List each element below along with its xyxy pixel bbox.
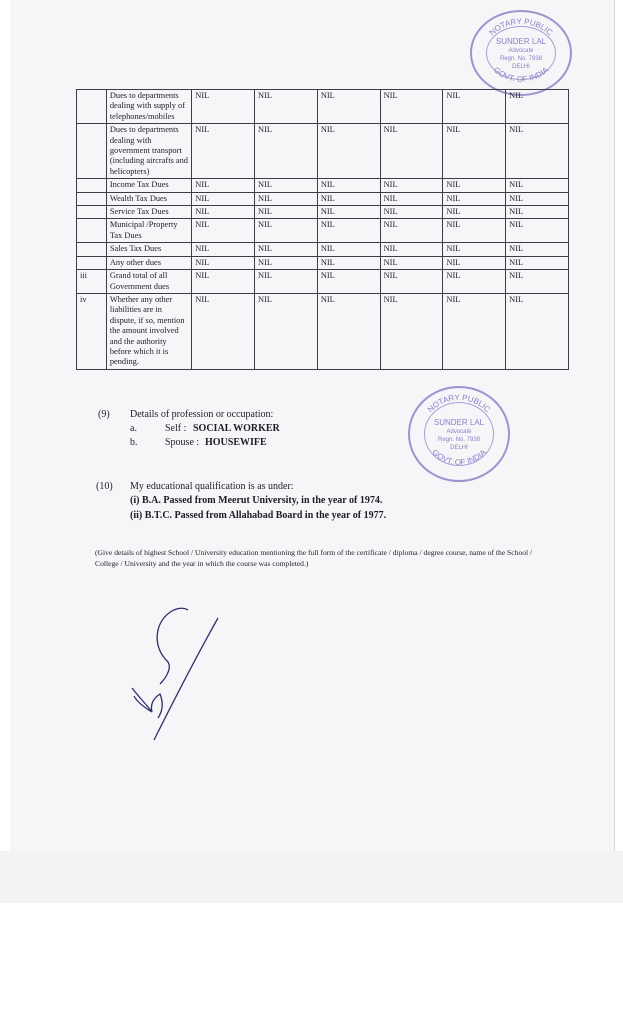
value-cell: NIL bbox=[317, 270, 380, 294]
section-10-line-2: (ii) B.T.C. Passed from Allahabad Board in the year of 1977. bbox=[130, 510, 387, 521]
value-cell: NIL bbox=[192, 206, 255, 219]
notary-stamp-middle bbox=[408, 386, 510, 482]
stamp-name: SUNDER LAL bbox=[433, 418, 485, 427]
row-label-cell: Grand total of all Government dues bbox=[106, 270, 191, 294]
value-cell: NIL bbox=[317, 219, 380, 243]
value-cell: NIL bbox=[192, 219, 255, 243]
table-row bbox=[77, 243, 569, 256]
value-cell: NIL bbox=[443, 179, 506, 192]
value-cell: NIL bbox=[506, 124, 569, 179]
value-cell: NIL bbox=[192, 256, 255, 269]
stamp-city: DELHI bbox=[450, 445, 468, 451]
value-cell: NIL bbox=[317, 256, 380, 269]
row-number-cell bbox=[77, 206, 107, 219]
value-cell: NIL bbox=[317, 293, 380, 369]
row-number-cell bbox=[77, 192, 107, 205]
value-cell: NIL bbox=[506, 206, 569, 219]
notary-stamp-top bbox=[470, 10, 572, 96]
dues-table-body bbox=[77, 90, 569, 370]
value-cell: NIL bbox=[506, 90, 569, 124]
table-row bbox=[77, 270, 569, 294]
row-label-cell: Wealth Tax Dues bbox=[106, 192, 191, 205]
stamp-city: DELHI bbox=[512, 64, 530, 70]
value-cell: NIL bbox=[317, 124, 380, 179]
value-cell: NIL bbox=[506, 179, 569, 192]
row-label-cell: Any other dues bbox=[106, 256, 191, 269]
stamp-bottom-arc-label: GOVT. OF INDIA bbox=[430, 447, 488, 467]
row-label-cell: Sales Tax Dues bbox=[106, 243, 191, 256]
value-cell: NIL bbox=[192, 90, 255, 124]
value-cell: NIL bbox=[506, 293, 569, 369]
row-number-cell bbox=[77, 243, 107, 256]
value-cell: NIL bbox=[192, 179, 255, 192]
section-9-number: (9) bbox=[98, 409, 110, 420]
row-label-cell: Dues to departments dealing with supply of telephones/mobiles bbox=[106, 90, 191, 124]
value-cell: NIL bbox=[380, 179, 443, 192]
value-cell: NIL bbox=[317, 206, 380, 219]
row-number-cell bbox=[77, 256, 107, 269]
table-row bbox=[77, 206, 569, 219]
stamp-role: Advocate bbox=[446, 429, 472, 435]
value-cell: NIL bbox=[192, 243, 255, 256]
value-cell: NIL bbox=[255, 270, 318, 294]
value-cell: NIL bbox=[443, 206, 506, 219]
value-cell: NIL bbox=[506, 219, 569, 243]
value-cell: NIL bbox=[192, 124, 255, 179]
row-number-cell bbox=[77, 219, 107, 243]
table-row bbox=[77, 192, 569, 205]
value-cell: NIL bbox=[380, 270, 443, 294]
section-9-heading: Details of profession or occupation: bbox=[130, 409, 274, 420]
value-cell: NIL bbox=[317, 243, 380, 256]
table-row bbox=[77, 293, 569, 369]
stamp-role: Advocate bbox=[508, 48, 534, 54]
value-cell: NIL bbox=[255, 124, 318, 179]
stamp-top-arc-label: NOTARY PUBLIC bbox=[425, 392, 493, 415]
section-10-number: (10) bbox=[96, 481, 113, 492]
value-cell: NIL bbox=[255, 90, 318, 124]
value-cell: NIL bbox=[380, 219, 443, 243]
value-cell: NIL bbox=[255, 179, 318, 192]
value-cell: NIL bbox=[443, 219, 506, 243]
table-row bbox=[77, 256, 569, 269]
scan-margin bbox=[0, 851, 623, 903]
table-row bbox=[77, 90, 569, 124]
row-number-cell bbox=[77, 90, 107, 124]
row-label-cell: Service Tax Dues bbox=[106, 206, 191, 219]
value-cell: NIL bbox=[317, 90, 380, 124]
value-cell: NIL bbox=[443, 90, 506, 124]
section-10-line-1: (i) B.A. Passed from Meerut University, in the year of 1974. bbox=[130, 495, 383, 506]
dues-table bbox=[76, 89, 569, 370]
value-cell: NIL bbox=[443, 270, 506, 294]
value-cell: NIL bbox=[380, 192, 443, 205]
value-cell: NIL bbox=[443, 243, 506, 256]
row-number-cell: iv bbox=[77, 293, 107, 369]
stamp-regn: Regn. No. 7938 bbox=[437, 437, 481, 443]
section-10-heading: My educational qualification is as under: bbox=[130, 481, 294, 492]
row-number-cell bbox=[77, 179, 107, 192]
value-cell: NIL bbox=[380, 124, 443, 179]
value-cell: NIL bbox=[380, 90, 443, 124]
value-cell: NIL bbox=[255, 256, 318, 269]
section-9-a-marker: a. bbox=[130, 423, 137, 434]
value-cell: NIL bbox=[255, 206, 318, 219]
svg-text:NOTARY PUBLIC bbox=[488, 17, 555, 37]
value-cell: NIL bbox=[380, 256, 443, 269]
value-cell: NIL bbox=[317, 192, 380, 205]
section-9-a-value: SOCIAL WORKER bbox=[193, 423, 280, 434]
value-cell: NIL bbox=[506, 243, 569, 256]
value-cell: NIL bbox=[192, 192, 255, 205]
value-cell: NIL bbox=[380, 243, 443, 256]
svg-text:NOTARY PUBLIC bbox=[426, 393, 493, 414]
table-row bbox=[77, 219, 569, 243]
value-cell: NIL bbox=[443, 293, 506, 369]
stamp-name: SUNDER LAL bbox=[495, 37, 547, 46]
value-cell: NIL bbox=[192, 270, 255, 294]
section-9-b-value: HOUSEWIFE bbox=[205, 437, 267, 448]
value-cell: NIL bbox=[443, 256, 506, 269]
stamp-bottom-arc-label: GOVT. OF INDIA bbox=[491, 65, 551, 84]
section-9-a-label: Self : bbox=[165, 423, 187, 434]
value-cell: NIL bbox=[443, 192, 506, 205]
value-cell: NIL bbox=[192, 293, 255, 369]
value-cell: NIL bbox=[255, 219, 318, 243]
value-cell: NIL bbox=[506, 270, 569, 294]
row-number-cell: iii bbox=[77, 270, 107, 294]
table-row bbox=[77, 179, 569, 192]
instruction-note: (Give details of highest School / University education mentioning the full form of the certificate / diploma / degree course, name of the School / College / University and the year in which the course was completed.) bbox=[95, 548, 533, 568]
row-label-cell: Income Tax Dues bbox=[106, 179, 191, 192]
row-label-cell: Whether any other liabilities are in dispute, if so, mention the amount involved and the authority before which it is pending. bbox=[106, 293, 191, 369]
stamp-regn: Regn. No. 7938 bbox=[499, 56, 543, 62]
row-label-cell: Municipal /Property Tax Dues bbox=[106, 219, 191, 243]
value-cell: NIL bbox=[317, 179, 380, 192]
value-cell: NIL bbox=[506, 192, 569, 205]
stamp-top-arc-label: NOTARY PUBLIC bbox=[487, 16, 555, 38]
value-cell: NIL bbox=[255, 243, 318, 256]
handwritten-signature bbox=[130, 600, 230, 745]
value-cell: NIL bbox=[255, 192, 318, 205]
table-row bbox=[77, 124, 569, 179]
section-9-b-label: Spouse : bbox=[165, 437, 200, 448]
row-number-cell bbox=[77, 124, 107, 179]
value-cell: NIL bbox=[255, 293, 318, 369]
value-cell: NIL bbox=[380, 206, 443, 219]
section-9-b-marker: b. bbox=[130, 437, 138, 448]
row-label-cell: Dues to departments dealing with government transport (including aircrafts and helicopters) bbox=[106, 124, 191, 179]
value-cell: NIL bbox=[506, 256, 569, 269]
value-cell: NIL bbox=[443, 124, 506, 179]
value-cell: NIL bbox=[380, 293, 443, 369]
